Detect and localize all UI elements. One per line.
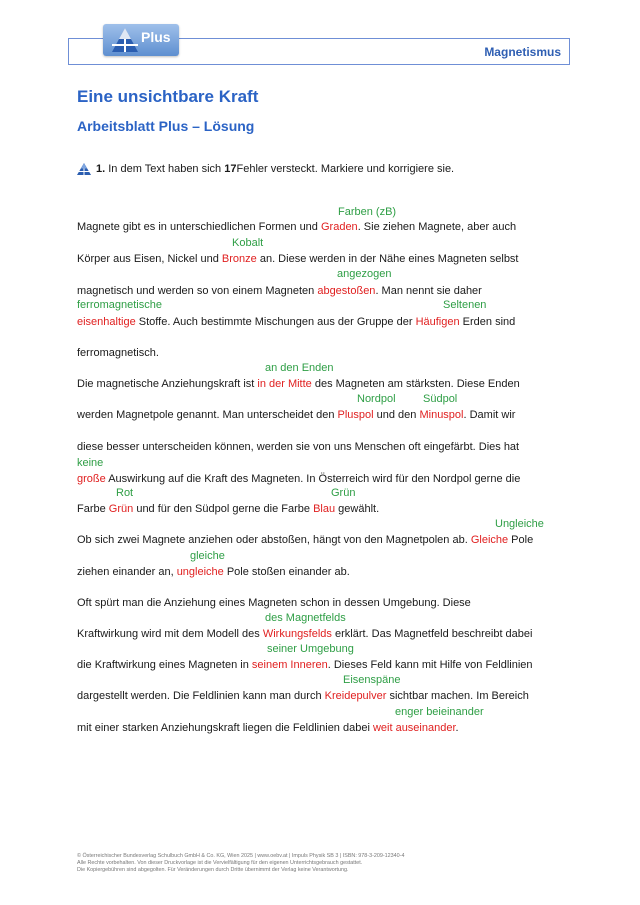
task-pyramid-icon: [77, 163, 91, 175]
text-line-2: Körper aus Eisen, Nickel und Bronze an. Diese werden in der Nähe eines Magneten selbst: [77, 253, 519, 265]
correction-angezogen: angezogen: [337, 268, 392, 280]
error-word: Häufigen: [415, 316, 460, 328]
error-word: Graden: [320, 221, 358, 233]
error-word: Minuspol: [419, 409, 464, 421]
error-word: große: [77, 473, 106, 485]
text-line-5: ferromagnetisch.: [77, 347, 159, 359]
correction-nordpol: Nordpol: [357, 393, 396, 405]
correction-keine: keine: [77, 457, 104, 469]
topic-label: Magnetismus: [484, 45, 561, 59]
text-line-6: Die magnetische Anziehungskraft ist in der Mitte des Magneten am stärksten. Diese Enden: [77, 378, 520, 390]
error-word: Kreidepulver: [324, 690, 387, 702]
correction-gruen: Grün: [331, 487, 356, 499]
task-text-before: In dem Text haben sich: [105, 163, 225, 175]
text-line-9: große Auswirkung auf die Kraft des Magneten. In Österreich wird für den Nordpol gerne die: [77, 473, 521, 485]
task-number: 1.: [96, 163, 106, 175]
task-instruction: [77, 163, 454, 175]
text-line-14: Kraftwirkung wird mit dem Modell des Wirkungsfelds erklärt. Das Magnetfeld beschreibt dabei: [77, 628, 533, 640]
text-line-7: werden Magnetpole genannt. Man unterscheidet den Pluspol und den Minuspol. Damit wir: [77, 409, 516, 421]
task-text-after: Fehler versteckt. Markiere und korrigiere sie.: [236, 163, 455, 175]
page-subtitle: Arbeitsblatt Plus – Lösung: [77, 118, 255, 134]
footer-line-1: © Österreichischer Bundesverlag Schulbuch GmbH & Co. KG, Wien 2025 | www.oebv.at | Impuls Physik SB 3 | ISBN: 978-3-209-12340-4: [77, 853, 405, 859]
error-word: ungleiche: [176, 566, 224, 578]
pyramid-icon: [111, 27, 139, 53]
copyright-footer: [77, 853, 404, 874]
error-word: Wirkungsfelds: [262, 628, 332, 640]
text-line-15: die Kraftwirkung eines Magneten in seinem Inneren. Dieses Feld kann mit Hilfe von Feldlinien: [77, 659, 533, 671]
correction-an-den-enden: an den Enden: [265, 362, 334, 374]
error-word: Bronze: [221, 253, 257, 265]
error-word: seinem Inneren: [251, 659, 328, 671]
correction-seiner-umgebung: seiner Umgebung: [267, 643, 354, 655]
correction-kobalt: Kobalt: [232, 237, 264, 249]
text-line-12: ziehen einander an, ungleiche Pole stoßen einander ab.: [77, 566, 350, 578]
correction-ferromagnetische: ferromagnetische: [77, 299, 162, 311]
text-line-4: eisenhaltige Stoffe. Auch bestimmte Mischungen aus der Gruppe der Häufigen Erden sind: [77, 316, 516, 328]
plus-logo: [103, 24, 179, 56]
correction-seltenen: Seltenen: [443, 299, 487, 311]
correction-enger-beieinander: enger beieinander: [395, 706, 484, 718]
footer-line-2: Alle Rechte vorbehalten. Von dieser Druckvorlage ist die Vervielfältigung für den eigenen Unterrichtsgebrauch gestattet.: [77, 860, 363, 866]
correction-gleiche: gleiche: [190, 550, 225, 562]
text-line-1: Magnete gibt es in unterschiedlichen Formen und Graden. Sie ziehen Magnete, aber auch: [77, 221, 517, 233]
correction-farben: Farben (zB): [338, 206, 397, 218]
error-word: Pluspol: [337, 409, 374, 421]
text-line-16: dargestellt werden. Die Feldlinien kann man durch Kreidepulver sichtbar machen. Im Bereich: [77, 690, 529, 702]
task-count: 17: [224, 163, 237, 175]
error-word: abgestoßen: [317, 285, 376, 297]
correction-eisenspaene: Eisenspäne: [343, 674, 401, 686]
correction-suedpol: Südpol: [423, 393, 458, 405]
text-line-13: Oft spürt man die Anziehung eines Magneten schon in dessen Umgebung. Diese: [77, 597, 471, 609]
correction-des-magnetfelds: des Magnetfelds: [265, 612, 346, 624]
text-line-17: mit einer starken Anziehungskraft liegen die Feldlinien dabei weit auseinander.: [77, 722, 459, 734]
logo-text: Plus: [141, 29, 171, 45]
error-word: Blau: [313, 503, 336, 515]
text-line-11: Ob sich zwei Magnete anziehen oder abstoßen, hängt von den Magnetpolen ab. Gleiche Pole: [77, 534, 534, 546]
text-line-10: Farbe Grün und für den Südpol gerne die Farbe Blau gewählt.: [77, 503, 380, 515]
text-line-3: magnetisch und werden so von einem Magneten abgestoßen. Man nennt sie daher: [77, 285, 482, 297]
error-word: eisenhaltige: [77, 316, 136, 328]
error-word: in der Mitte: [257, 378, 312, 390]
footer-line-3: Die Kopiergebühren sind abgegolten. Für Veränderungen durch Dritte übernimmt der Verlag keine Verantwortung.: [77, 867, 349, 873]
error-word: Gleiche: [470, 534, 509, 546]
correction-rot: Rot: [116, 487, 134, 499]
text-line-8: diese besser unterscheiden können, werden sie von uns Menschen oft eingefärbt. Dies hat: [77, 441, 520, 453]
error-word: Grün: [108, 503, 134, 515]
correction-ungleiche: Ungleiche: [495, 518, 544, 530]
page-title: Eine unsichtbare Kraft: [77, 87, 259, 106]
error-word: weit auseinander: [372, 722, 456, 734]
